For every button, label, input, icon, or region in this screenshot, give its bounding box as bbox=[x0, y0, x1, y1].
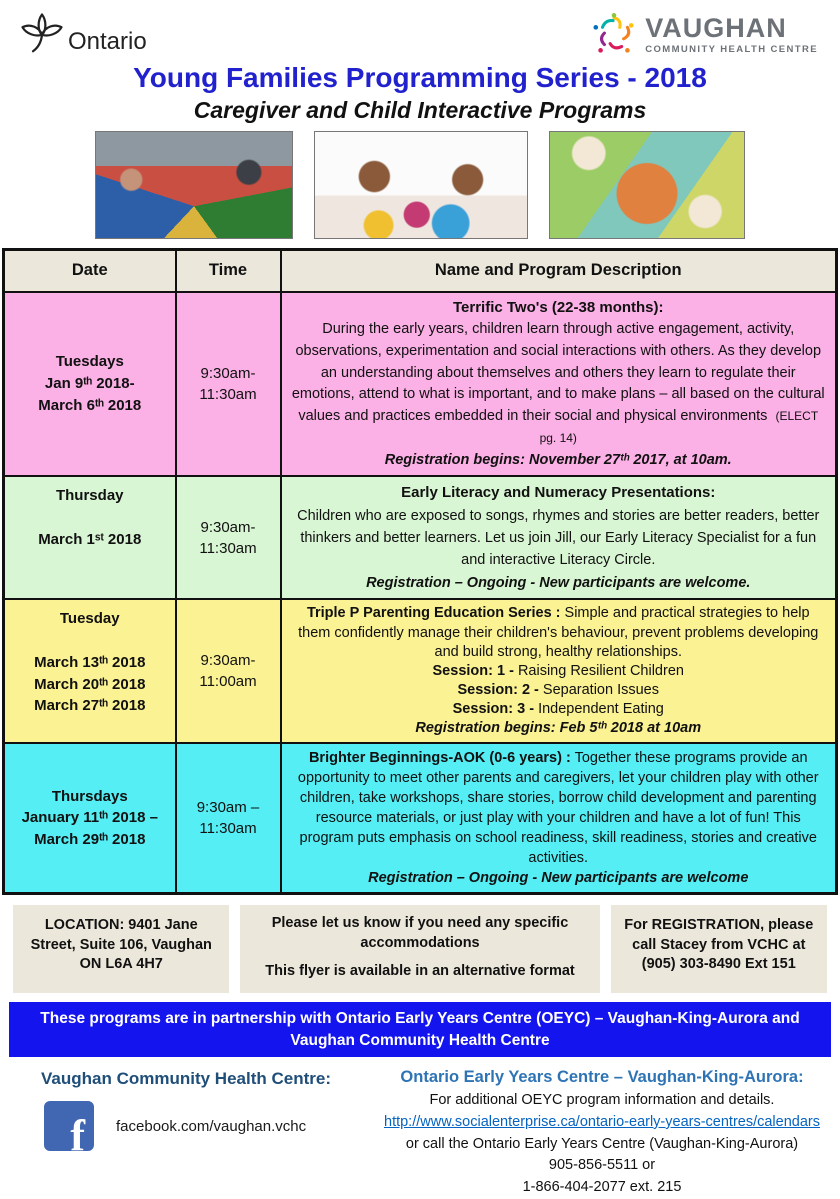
page-title: Young Families Programming Series - 2018 bbox=[133, 62, 707, 93]
description-cell bbox=[281, 743, 837, 894]
table-header-row bbox=[4, 250, 837, 292]
oeyc-heading: Ontario Early Years Centre – Vaughan-King-Aurora: bbox=[400, 1068, 804, 1087]
program-note: (ELECT pg. 14) bbox=[539, 409, 819, 445]
time-line: 11:30am bbox=[199, 539, 257, 557]
time-line: 11:30am bbox=[199, 385, 257, 403]
footer bbox=[0, 1063, 840, 1199]
date-cell bbox=[4, 292, 176, 477]
time-cell bbox=[176, 476, 281, 599]
registration-line: Registration begins: November 27ᵗʰ 2017, at 10am. bbox=[384, 451, 732, 468]
partnership-banner: These programs are in partnership with Ontario Early Years Centre (OEYC) – Vaughan-King-Aurora and Vaughan Community Health Centre bbox=[9, 1002, 831, 1057]
time-line: 11:00am bbox=[199, 673, 257, 691]
oeyc-phone-1: 905-856-5511 or bbox=[548, 1157, 656, 1174]
location-box: LOCATION: 9401 Jane Street, Suite 106, Vaughan ON L6A 4H7 bbox=[13, 905, 229, 993]
description-cell bbox=[281, 292, 837, 477]
logo-row bbox=[0, 0, 840, 58]
session-line bbox=[292, 700, 826, 719]
date-line: Tuesdays bbox=[55, 353, 124, 371]
table-row-brighter-beginnings bbox=[4, 743, 837, 894]
program-body-text: Simple and practical strategies to help them confidently manage their children's behaviour, prevent problems developing and build strong, healthy relationships. bbox=[298, 605, 819, 660]
vchc-swirl-icon bbox=[591, 12, 637, 58]
date-line: March 29ᵗʰ 2018 bbox=[34, 831, 146, 849]
header-time: Time bbox=[176, 250, 281, 292]
program-title-inline: Brighter Beginnings-AOK (0-6 years) : bbox=[308, 750, 571, 767]
program-body bbox=[292, 319, 826, 450]
description-cell bbox=[281, 476, 837, 599]
program-body bbox=[292, 748, 826, 868]
program-body bbox=[292, 604, 826, 661]
session-label: Session: 2 - bbox=[457, 681, 539, 698]
time-line: 11:30am bbox=[199, 820, 257, 838]
session-line bbox=[292, 662, 826, 681]
registration-line: Registration – Ongoing - New participants are welcome. bbox=[366, 574, 751, 591]
footer-vchc-column bbox=[0, 1063, 372, 1199]
date-cell bbox=[4, 599, 176, 743]
program-body-text: Together these programs provide an opportunity to meet other parents and caregivers, let your children play with other children, take workshops, share stories, borrow child development and parenting resource materials, or just play with your children and have a lot of fun! This program puts emphasis on school readiness, skill readiness, stories and creative activities. bbox=[297, 750, 819, 867]
date-line: March 13ᵗʰ 2018 bbox=[34, 653, 146, 671]
accommodation-line: Please let us know if you need any specific accommodations bbox=[271, 915, 569, 951]
date-line bbox=[11, 507, 169, 529]
date-line: March 20ᵗʰ 2018 bbox=[34, 675, 146, 693]
oeyc-phone-2: 1-866-404-2077 ext. 215 bbox=[522, 1179, 682, 1196]
accommodation-box bbox=[240, 905, 599, 993]
program-body: Children who are exposed to songs, rhymes and stories are better readers, better thinkers and better learners. Let us join Jill, our Early Literacy Specialist for a fun and interactive Literacy Circle. bbox=[297, 507, 820, 569]
facebook-icon bbox=[44, 1101, 94, 1161]
table-row-early-literacy bbox=[4, 476, 837, 599]
time-cell bbox=[176, 599, 281, 743]
footer-oeyc-column bbox=[372, 1063, 840, 1199]
table-row-terrific-twos bbox=[4, 292, 837, 477]
session-line bbox=[292, 681, 826, 700]
vchc-logo-subtitle: COMMUNITY HEALTH CENTRE bbox=[645, 44, 818, 55]
vchc-logo-text bbox=[645, 15, 818, 55]
header-description: Name and Program Description bbox=[281, 250, 837, 292]
time-line: 9:30am- bbox=[200, 652, 256, 670]
registration-line: Registration begins: Feb 5ᵗʰ 2018 at 10am bbox=[415, 720, 702, 737]
program-title: Early Literacy and Numeracy Presentations: bbox=[401, 484, 716, 502]
time-cell bbox=[176, 292, 281, 477]
table-row-triple-p bbox=[4, 599, 837, 743]
date-line: March 6ᵗʰ 2018 bbox=[38, 396, 142, 414]
date-line: March 27ᵗʰ 2018 bbox=[34, 697, 146, 715]
time-line: 9:30am- bbox=[200, 518, 256, 536]
header-date: Date bbox=[4, 250, 176, 292]
registration-line: Registration – Ongoing - New participants are welcome bbox=[368, 870, 749, 887]
time-line: 9:30am- bbox=[200, 364, 256, 382]
program-title-inline: Triple P Parenting Education Series : bbox=[306, 605, 561, 622]
vchc-logo bbox=[591, 12, 822, 58]
date-cell bbox=[4, 476, 176, 599]
photo-babies bbox=[549, 131, 745, 239]
time-cell bbox=[176, 743, 281, 894]
ontario-logo-label: Ontario bbox=[68, 28, 147, 55]
date-line: Thursdays bbox=[51, 787, 128, 805]
date-cell bbox=[4, 743, 176, 894]
page-subtitle: Caregiver and Child Interactive Programs bbox=[193, 97, 647, 123]
ontario-logo bbox=[18, 12, 147, 56]
date-line: January 11ᵗʰ 2018 – bbox=[21, 809, 158, 827]
ontario-trillium-icon bbox=[18, 12, 66, 56]
date-line bbox=[11, 630, 169, 652]
photo-playmat bbox=[95, 131, 293, 239]
session-label: Session: 1 - bbox=[432, 662, 514, 679]
oeyc-call-line: or call the Ontario Early Years Centre (Vaughan-King-Aurora) bbox=[405, 1135, 799, 1152]
date-line: Tuesday bbox=[59, 610, 120, 628]
vchc-footer-heading: Vaughan Community Health Centre: bbox=[41, 1069, 331, 1089]
oeyc-info-line: For additional OEYC program information and details. bbox=[429, 1092, 775, 1109]
session-text: Raising Resilient Children bbox=[517, 662, 684, 679]
alternative-format-line: This flyer is available in an alternative format bbox=[265, 963, 575, 980]
session-label: Session: 3 - bbox=[452, 701, 535, 717]
program-table bbox=[2, 248, 838, 895]
info-box-row bbox=[13, 905, 827, 993]
date-line: March 1ˢᵗ 2018 bbox=[38, 530, 142, 548]
date-line: Thursday bbox=[55, 487, 124, 505]
program-title: Terrific Two's (22-38 months): bbox=[452, 298, 664, 316]
session-text: Independent Eating bbox=[538, 701, 664, 717]
description-cell bbox=[281, 599, 837, 743]
vchc-logo-title: VAUGHAN bbox=[645, 13, 787, 43]
facebook-handle: facebook.com/vaughan.vchc bbox=[116, 1117, 307, 1135]
date-line: Jan 9ᵗʰ 2018- bbox=[44, 375, 135, 392]
program-body-text: During the early years, children learn through active engagement, activity, observations, experimentation and social interactions with others. As they develop an understanding about themselves and others they learn to regulate their emotions, attend to what is important, and to make plans – all based on the cultural values and practices embedded in their social and physical environments bbox=[291, 321, 825, 424]
time-line: 9:30am – bbox=[196, 799, 260, 817]
facebook-letter: f bbox=[70, 1111, 85, 1161]
photo-painting bbox=[314, 131, 528, 239]
session-text: Separation Issues bbox=[542, 681, 659, 698]
registration-box: For REGISTRATION, please call Stacey from VCHC at (905) 303-8490 Ext 151 bbox=[611, 905, 827, 993]
facebook-row bbox=[44, 1101, 372, 1161]
photo-strip bbox=[0, 131, 840, 239]
oeyc-calendar-link[interactable]: http://www.socialenterprise.ca/ontario-early-years-centres/calendars bbox=[384, 1113, 820, 1130]
